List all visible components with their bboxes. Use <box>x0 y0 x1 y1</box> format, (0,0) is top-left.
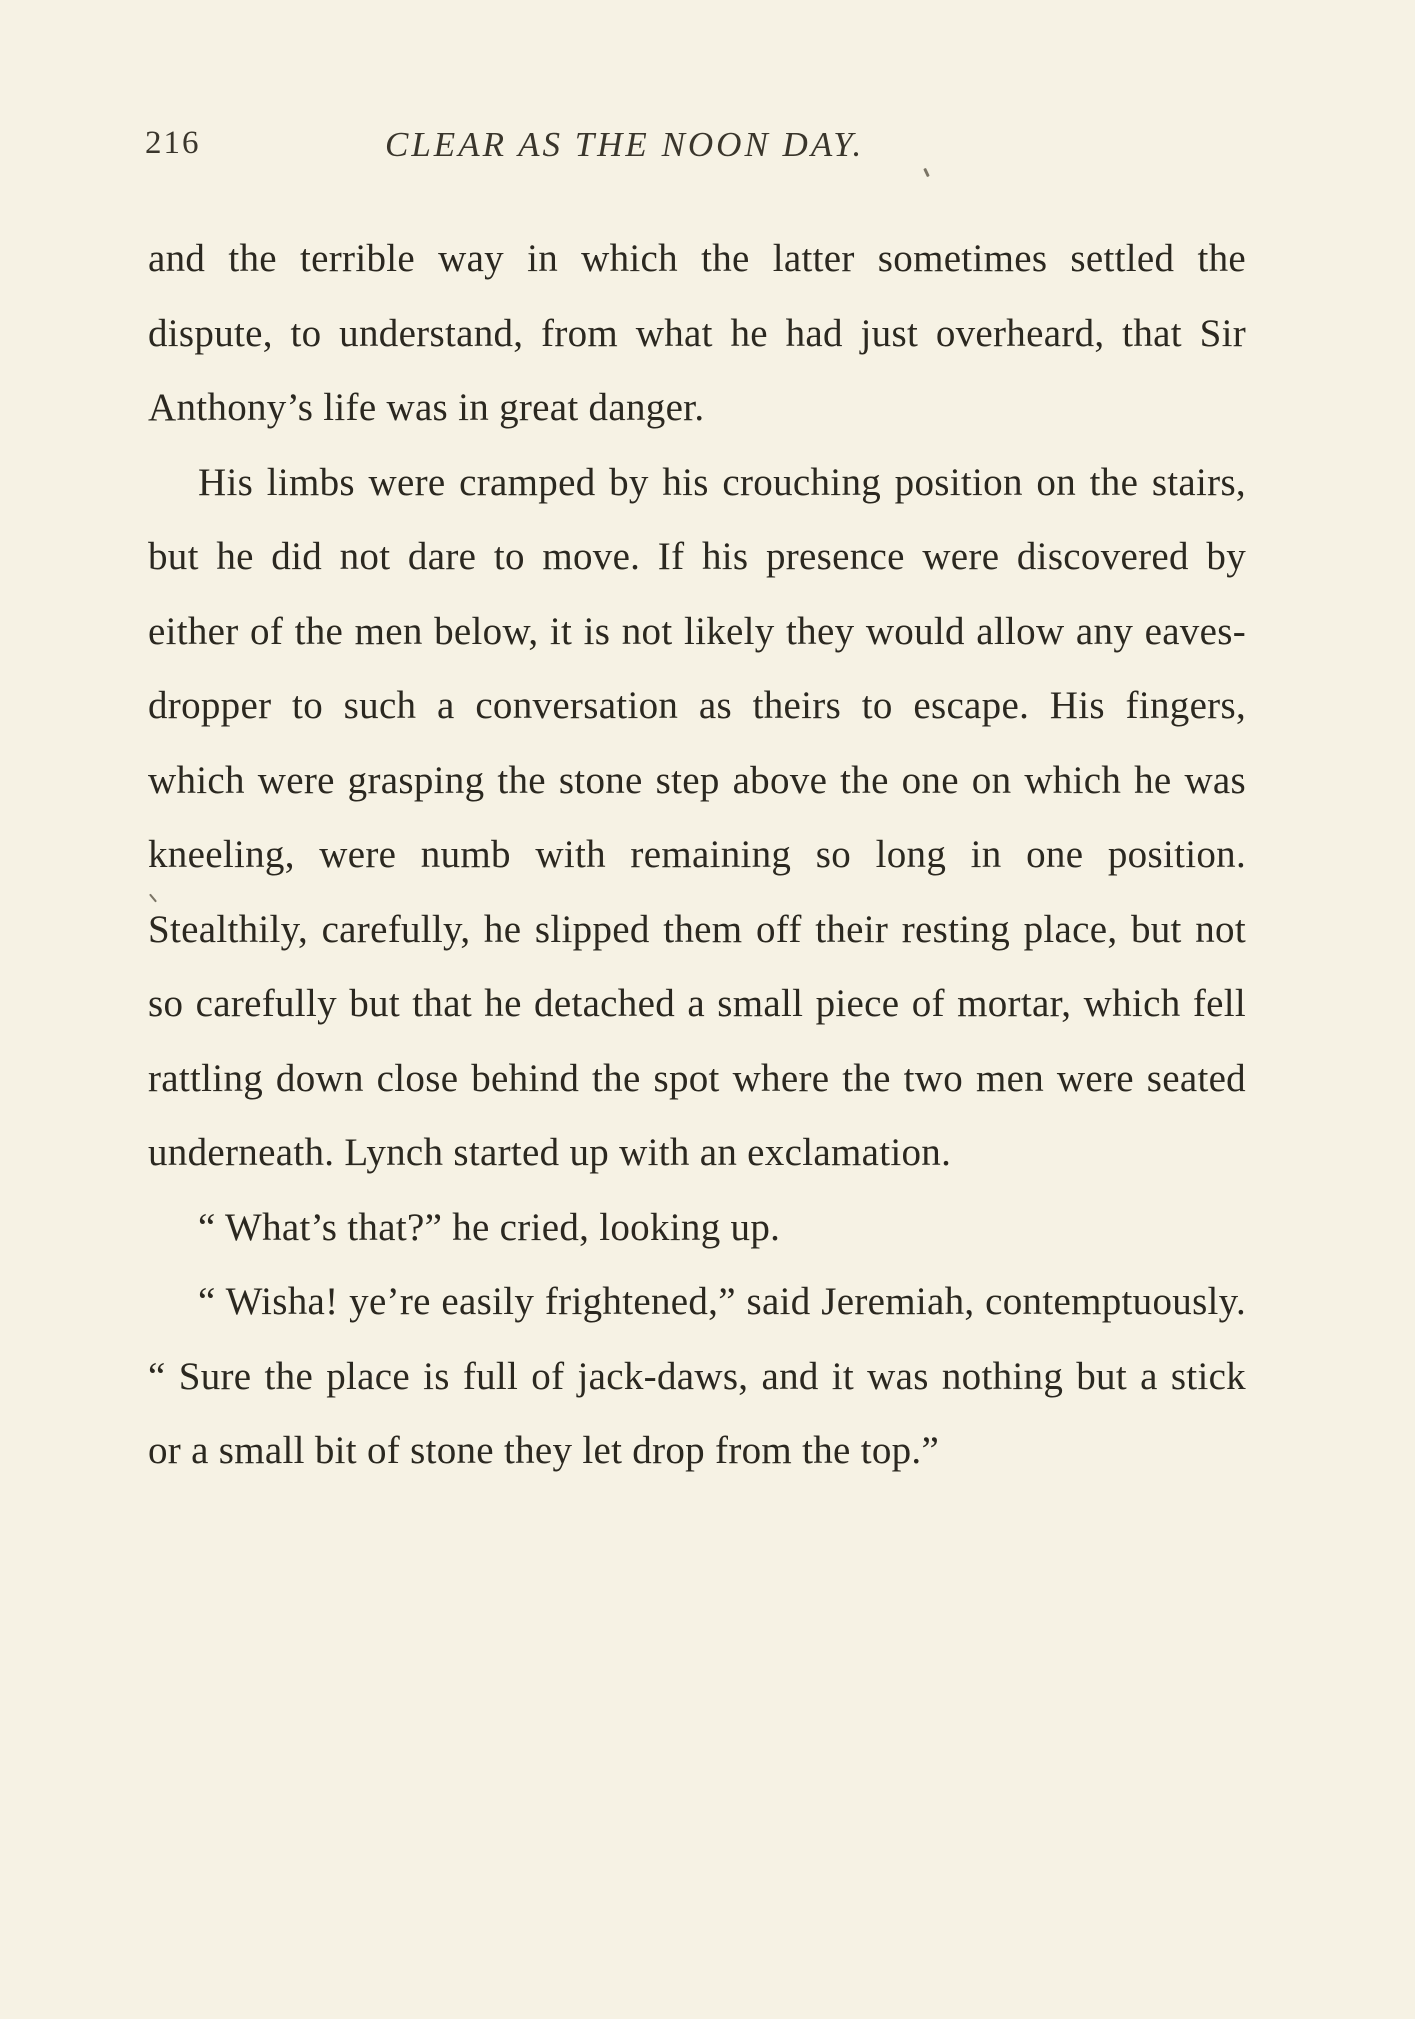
running-title: CLEAR AS THE NOON DAY. <box>385 125 865 164</box>
paragraph: His limbs were cramped by his crouching position on the stairs, but he did not dare to move. If his presence were discovered by either of the men below, it is not likely they would allow any eaves-dropper to such a conversation as theirs to escape. His fingers, which were grasping the stone step above the one on which he was kneeling, were numb with remaining so long in one position. Stealthily, carefully, he slipped them off their resting place, but not so carefully but that he detached a small piece of mortar, which fell rattling down close behind the spot where the two men were seated underneath. Lynch started up with an exclamation. <box>148 460 1246 1174</box>
paragraph: “ What’s that?” he cried, looking up. <box>198 1205 781 1249</box>
paragraph: “ Wisha! ye’re easily frightened,” said Jeremiah, contemptuously. “ Sure the place is full of jack-daws, and it was nothing but a stick or a small bit of stone they let drop from the top.” <box>148 1280 1246 1472</box>
running-head <box>145 125 1255 185</box>
body-text <box>148 222 1246 1489</box>
page-number: 216 <box>145 125 201 161</box>
paragraph-continued: and the terrible way in which the latter sometimes settled the dispute, to understand, from what he had just overheard, that Sir Anthony’s life was in great danger. <box>148 237 1246 429</box>
